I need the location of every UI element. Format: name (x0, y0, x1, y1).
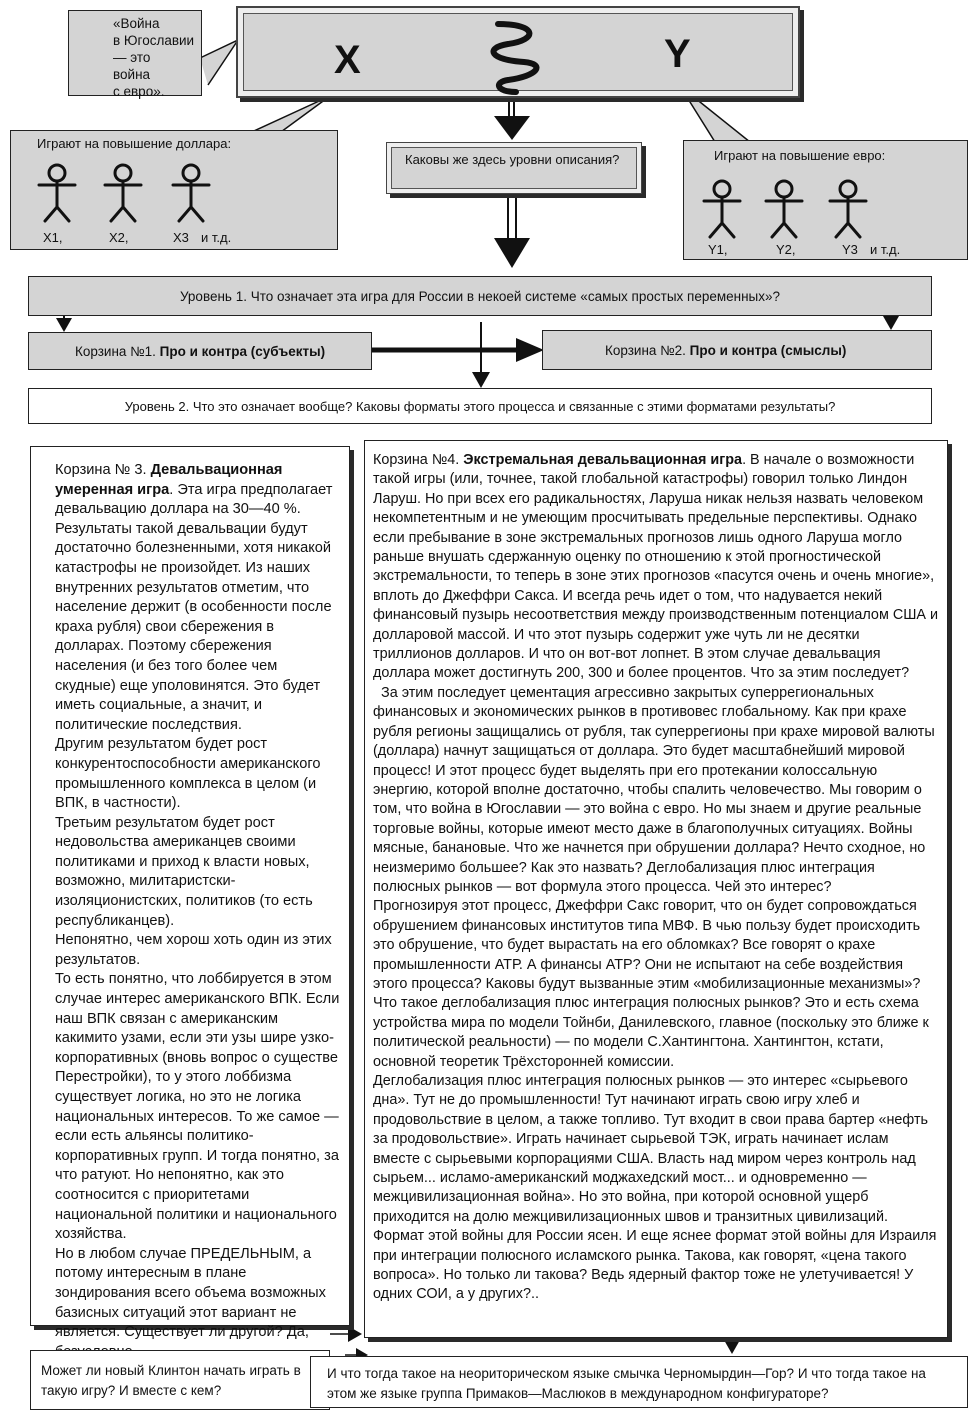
basket2-heading (605, 342, 846, 359)
levels-question-box (386, 142, 642, 194)
clinton-question-box (30, 1350, 330, 1410)
basket4-column (364, 440, 948, 1338)
basket3-title: Девальвационная умеренная игра (55, 462, 283, 498)
chernomyrdin-question-box (310, 1356, 968, 1408)
dollar-players-title: Играют на повышение доллара: (37, 136, 232, 151)
dollar-players-etc: и т.д. (201, 230, 232, 245)
basket3-paragraph-5: То есть понятно, что лоббируется в этом случае интерес американского ВПК. Если наш ВПК связан с американским какимито узами, если эти узы шире узко-корпоративных (вновь вопрос о существе Перестройки), то у этого лоббизма существует логика, но это не логика национальных интересов. То же самое — если есть альянсы политико-корпоративных групп. И тогда понятно, за что ратуют. Но непонятно, как это соотносится с приоритетами национальной политики и национального хозяйства. (55, 971, 340, 1243)
arrowhead-top (494, 116, 530, 140)
basket4-text-1: . В начале о возможности такой игры (или, точнее, такой глобальной катастрофы) говорил только Линдон Ларуш. Но при всех его радикальностях, Ларуша никак нельзя назвать человеком некомпетентным и не умеющим просчитывать предельные перспективы. Однако если пребывание в зоне экстремальных прогнозов лишь одного Ларуша могло раньше внушать сдержанную оценку по отношению к этой прогностической экстремальности, то теперь в зоне этих прогнозов «пасутся очень и очень многие», вплоть до Джеффри Сакса. И всегда речь идет о том, что надувается некий финансовый пузырь несоответствия между производственным потенциалом США и долларовой массой. И что этот пузырь содержит уже чуть ли не десятки триллионов долларов. И что он вот-вот лопнет. В этом случае девальвация доллара может достигнуть 200, 300 и более процентов. Что за этим последует? (373, 452, 939, 682)
arrow-basket3-to-basket4 (348, 1326, 362, 1342)
basket1-title: Про и контра (субъекты) (159, 344, 326, 359)
basket3-prefix: Корзина № 3. (55, 462, 151, 478)
basket4-paragraph-4: Деглобализация плюс интеграция полюсных рынков — это интерес «сырьевого дна». Тут не до промышленности! Тут начинают играть свою игру хлеб и продовольствие в целом, а также топливо. Тут входит в свои права бартер «нефть за продовольствие». Играть начинает сырьевой ТЭК, играть начинает ислам вместе с сырьевыми корпорациями США. Власть над миром через контроль над сырьем... исламо-американский моджахедский мост... и одновременно — межцивилизационная война». Но это война, при которой основной ущерб приходится на долю межцивилизационных швов и транзитных цивилизаций. Формат этой войны для России ясен. И еще яснее формат этой войны для Израиля при интеграции полюсного исламского рынка. Такова, как говорят, «цена такого вопроса». Но только ли такова? Ведь ядерный фактор тоже не улетучивается! У одних СОИ, а у других?.. (373, 1073, 937, 1303)
stick-figures-dollar (11, 159, 339, 229)
basket1-heading (75, 343, 325, 360)
x-label: X (334, 38, 361, 82)
euro-player-label-3: Y3 (842, 242, 858, 257)
arrow-to-basket2-horiz (516, 338, 544, 362)
level1-text: Уровень 1. Что означает эта игра для России в некоей системе «самых простых переменных»? (179, 289, 781, 304)
dollar-player-label-3: X3 (173, 230, 189, 245)
basket3-paragraph-6: Но в любом случае ПРЕДЕЛЬНЫМ, а потому интересным в плане зондирования всего объема возможных базисных ситуаций этот вариант не является. Существует ли другой? Да, (55, 1245, 326, 1341)
arrow-to-basket1 (56, 318, 72, 332)
down-arrow-top (509, 98, 514, 118)
basket3-text-1: . Эта игра предполагает девальвацию доллара на 30—40 %. Результаты такой девальвации будут достаточно болезненными, хотя никакой катастрофы не произойдет. Из наших внутренних результатов отметим, что население держит (в особенности после краха рубля) свои сбережения в долларах. Поэтому сбережения населения (и без того более чем скудные) еще уполовинятся. Это будет иметь социальные, а значит, и политические последствия. (55, 481, 333, 733)
basket4-prefix: Корзина №4. (373, 452, 464, 468)
dollar-player-label-1: X1, (43, 230, 63, 245)
down-arrow-mid (508, 194, 516, 240)
basket3-paragraph-2: Другим результатом будет рост конкурентоспособности американского промышленного комплекса в целом (и ВПК, в частности). (55, 736, 321, 812)
arrow-to-basket2 (883, 316, 899, 330)
arrow-basket4-to-bottom (724, 1340, 740, 1354)
clinton-question-text: Может ли новый Клинтон начать играть в такую игру? И вместе с кем? (41, 1363, 301, 1398)
dollar-players-box (10, 130, 338, 250)
levels-question-text: Каковы же здесь уровни описания? (405, 152, 620, 167)
basket1-box (28, 332, 372, 370)
basket4-title: Экстремальная девальвационная игра (463, 452, 743, 468)
callout-quote-text: «Война в Югославии — это война с евро». (113, 16, 195, 99)
chernomyrdin-question-text: И что тогда такое на неориторическом языке смычка Черномырдин—Гор? И что тогда такое на этом же языке группа Примаков—Маслюков в международном конфигураторе? (327, 1366, 926, 1401)
basket2-title: Про и контра (смыслы) (689, 343, 847, 358)
level1-box (28, 276, 932, 316)
basket4-paragraph-1 (373, 451, 939, 684)
basket1-prefix: Корзина №1. (75, 344, 160, 359)
arrowhead-mid (494, 238, 530, 268)
arrow-to-level2 (472, 372, 490, 388)
basket2-box (542, 330, 932, 370)
wave-icon (486, 16, 546, 96)
euro-players-box (683, 140, 968, 260)
stick-figures-euro (684, 175, 969, 245)
basket2-prefix: Корзина №2. (605, 343, 690, 358)
euro-players-etc: и т.д. (870, 242, 901, 257)
basket4-paragraph-3: Прогнозируя этот процесс, Джеффри Сакс говорит, что он будет сопровождаться обрушением финансовых институтов типа МВФ. В чью пользу будет происходить это обрушение, что будет вырастать на его обломках? Все говорят о крахе промышленности АТР. А финансы АТР? Они не испытают на себе воздействия этого процесса? Каковы будут вызванные этим «мобилизационные механизмы»? Что такое деглобализация плюс интеграция полюсных рынков? Это и есть схема устройства мира по модели Тойнби, Данилевского, главное (поскольку это ближе к политической реальности) — по модели С.Хантингтона. Хантингтон, кстати, основной теоретик Трёхсторонней комиссии. (373, 898, 929, 1070)
euro-player-label-2: Y2, (776, 242, 796, 257)
level2-box (28, 388, 932, 424)
basket3-column (30, 446, 350, 1341)
level2-text: Уровень 2. Что это означает вообще? Каковы форматы этого процесса и связанные с этими форматами результаты? (124, 399, 836, 414)
x-y-game-box (236, 6, 800, 98)
callout-quote-box (68, 10, 202, 99)
basket3-paragraph-1 (55, 461, 341, 735)
euro-player-label-1: Y1, (708, 242, 728, 257)
basket4-paragraph-2: За этим последует цементация агрессивно закрытых суперрегиональных финансовых и экономических рынков в противовес глобальному. Как при крахе рубля регионы защищались от рубля, так суперрегионы при крахе мировой валюты (доллара) начнут защищаться от доллара. Это будет масштабнейший мировой процесс! И этот процесс будет выделять при его протекании колоссальную энергию, которой вполне достаточно, чтобы спалить человечество. Мы говорим о том, что война в Югославии — это война с евро. Но мы знаем и другие реальные торговые войны, которые имеют место даже в благополучных ситуациях. Войны мясные, банановые. Что же начнется при обрушении доллара? Нечто сходное, но неизмеримо большее? Как это назвать? Деглобализация плюс интеграция полюсных рынков — вот формула этого процесса. Чей это интерес? (373, 684, 935, 895)
y-label: Y (664, 32, 691, 76)
euro-players-title: Играют на повышение евро: (714, 148, 886, 163)
dollar-player-label-2: X2, (109, 230, 129, 245)
basket3-paragraph-3: Третьим результатом будет рост недовольства американцев своими политиками и приход к власти новых, возможно, милитаристски-изоляционистских, политиков (то есть республиканцев). (55, 814, 313, 929)
basket3-paragraph-4: Непонятно, чем хорош хоть один из этих результатов. (55, 932, 332, 968)
